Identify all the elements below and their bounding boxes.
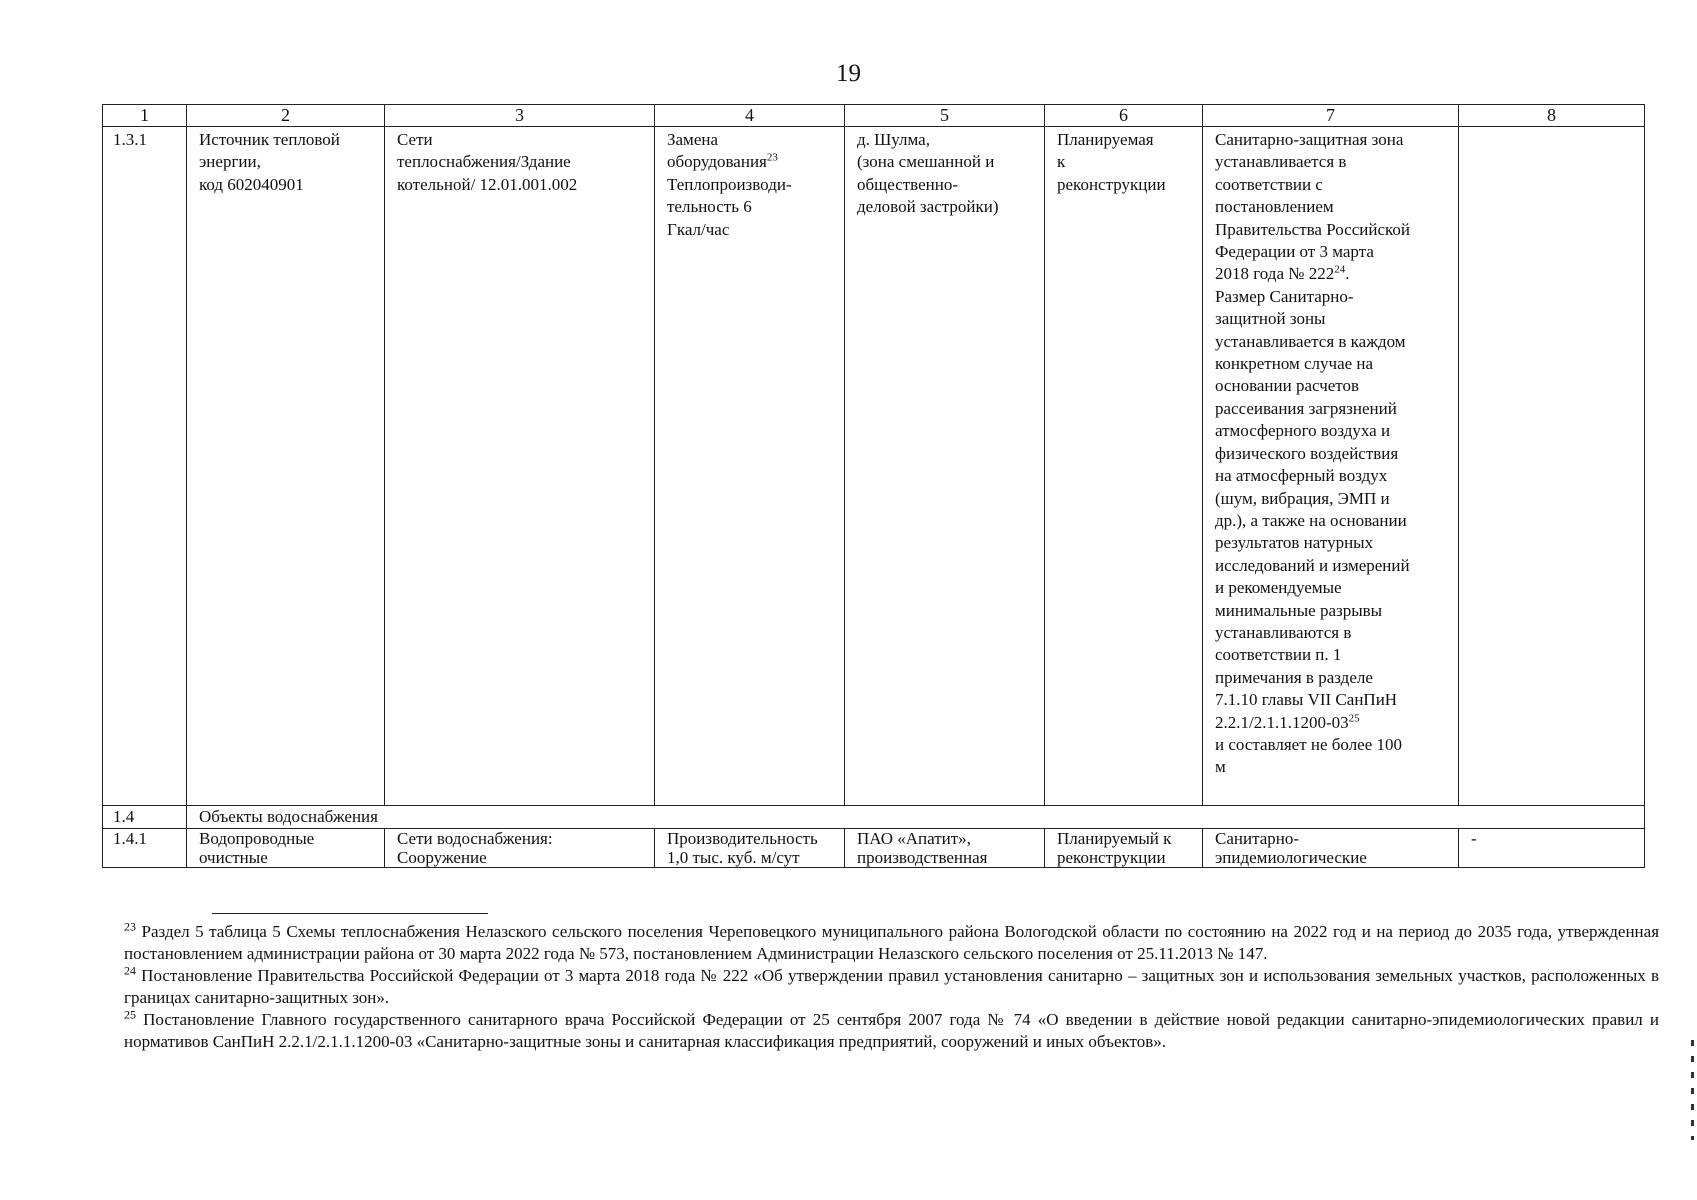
text-line: исследований и измерений	[1215, 555, 1410, 575]
text-line: атмосферного воздуха и	[1215, 421, 1391, 441]
header-row	[103, 105, 1645, 127]
object-name-cell	[187, 127, 385, 806]
text-line: конкретном случае на	[1215, 354, 1374, 374]
row-number: 1.4	[103, 806, 187, 829]
table-row-1-4	[103, 806, 1645, 829]
text-line: код 602040901	[199, 174, 304, 194]
text-line: Производительность	[667, 829, 818, 848]
text-line: производственная	[857, 848, 988, 867]
text-line: реконструкции	[1057, 174, 1166, 194]
text-fragment: 2018 года № 222	[1215, 264, 1335, 284]
text-line: основании расчетов	[1215, 376, 1360, 396]
text-line: Водопроводные	[199, 829, 315, 848]
text-line: Сети	[397, 130, 433, 149]
text-line: 1,0 тыс. куб. м/сут	[667, 848, 800, 867]
footnote-marker: 24	[124, 963, 136, 978]
text-line: Размер Санитарно-	[1215, 286, 1354, 306]
text-line: 2018 года № $222^{24}$.	[1215, 263, 1350, 284]
header-col-1: 1	[103, 105, 187, 127]
text-line: Источник тепловой	[199, 130, 340, 149]
footnote-24	[124, 965, 1659, 1009]
text-line: Федерации от 3 марта	[1215, 242, 1374, 262]
text-line: минимальные разрывы	[1215, 600, 1383, 620]
header-col-4: 4	[655, 105, 845, 127]
footnote-text: Раздел 5 таблица 5 Схемы теплоснабжения Нелазского сельского поселения Череповецкого муниципального района Вологодской области по состоянию на 2022 год и на период до 2035 года, утвержденная постановлением администрации района от 30 марта 2022 года № 573, постановлением Администрации Нелазского сельского поселения от 25.11.2013 № 147.	[124, 922, 1660, 963]
text-line	[1215, 712, 1452, 734]
footnote-divider	[212, 913, 488, 914]
object-name-cell	[187, 829, 385, 868]
text-line: общественно-	[857, 174, 959, 194]
text-line: защитной зоны	[1215, 309, 1326, 329]
location-cell	[845, 127, 1045, 806]
footnote-ref-24[interactable]: 24	[1334, 263, 1346, 276]
location-cell	[845, 829, 1045, 868]
text-line: соответствии с	[1215, 174, 1323, 194]
text-line: соответствии п. 1	[1215, 645, 1342, 665]
text-line: (шум, вибрация, ЭМП и	[1215, 488, 1390, 508]
text-line: м	[1215, 757, 1226, 777]
protection-zone-cell	[1203, 829, 1459, 868]
footnote-ref-23[interactable]: 23	[766, 151, 778, 164]
header-col-3: 3	[385, 105, 655, 127]
text-line: котельной/ 12.01.001.002	[397, 174, 578, 194]
text-line: Теплопроизводи-	[667, 174, 792, 194]
text-line: результатов натурных	[1215, 533, 1374, 553]
object-purpose-cell	[385, 127, 655, 806]
footnotes	[124, 921, 1659, 1053]
text-line: реконструкции	[1057, 848, 1166, 867]
footnote-25	[124, 1009, 1659, 1053]
characteristics-cell	[655, 127, 845, 806]
footnote-marker: 25	[124, 1007, 136, 1022]
text-line: д. Шулма,	[857, 130, 930, 149]
text-line: Сети водоснабжения:	[397, 829, 553, 848]
text-line: Замена	[667, 130, 719, 149]
footnote-ref-25[interactable]: 25	[1348, 711, 1360, 724]
footnote-marker: 23	[124, 919, 136, 934]
text-line: Планируемый к	[1057, 829, 1172, 848]
text-line: 7.1.10 главы VII СанПиН	[1215, 690, 1398, 710]
text-line	[667, 151, 838, 173]
text-fragment: оборудования	[667, 152, 767, 172]
text-line: Санитарно-	[1215, 829, 1300, 848]
header-col-5: 5	[845, 105, 1045, 127]
header-col-2: 2	[187, 105, 385, 127]
text-line: Санитарно-защитная зона	[1215, 130, 1404, 149]
table-row-1-4-1	[103, 829, 1645, 868]
characteristics-cell	[655, 829, 845, 868]
text-line: тельность 6	[667, 197, 752, 217]
text-line: Сооружение	[397, 848, 487, 867]
text-line: примечания в разделе	[1215, 667, 1373, 687]
text-line: и составляет не более 100	[1215, 734, 1403, 754]
table-row-1-3-1	[103, 127, 1645, 806]
text-line: теплоснабжения/Здание	[397, 152, 571, 172]
footnote-text: Постановление Главного государственного санитарного врача Российской Федерации от 25 сентября 2007 года № 74 «О введении в действие новой редакции санитарно-эпидемиологических правил и нормативов СанПиН 2.2.1/2.1.1.1200-03 «Санитарно-защитные зоны и санитарная классификация предприятий, сооружений и иных объектов».	[124, 1010, 1659, 1051]
objects-table	[102, 104, 1645, 868]
text-line: деловой застройки)	[857, 197, 999, 217]
status-cell	[1045, 127, 1203, 806]
text-line: устанавливаются в	[1215, 622, 1352, 642]
text-line: на атмосферный воздух	[1215, 466, 1388, 486]
row-number: 1.4.1	[103, 829, 187, 868]
text-line: устанавливается в каждом	[1215, 331, 1406, 351]
text-line: рассеивания загрязнений	[1215, 398, 1397, 418]
protection-zone-cell	[1203, 127, 1459, 806]
text-line: энергии,	[199, 152, 261, 172]
header-col-8: 8	[1459, 105, 1645, 127]
header-col-7: 7	[1203, 105, 1459, 127]
text-line: постановлением	[1215, 197, 1334, 217]
footnote-text: Постановление Правительства Российской Федерации от 3 марта 2018 года № 222 «Об утверждении правил установления санитарно – защитных зон и использования земельных участков, расположенных в границах санитарно-защитных зон».	[124, 966, 1660, 1007]
text-line: Правительства Российской	[1215, 219, 1411, 239]
row-number: 1.3.1	[103, 127, 187, 806]
text-line: физического воздействия	[1215, 443, 1399, 463]
text-line: к	[1057, 152, 1066, 172]
text-fragment: 2.2.1/2.1.1.1200-03	[1215, 712, 1349, 732]
text-line: ПАО «Апатит»,	[857, 829, 971, 848]
text-line: эпидемиологические	[1215, 848, 1367, 867]
text-line: Гкал/час	[667, 219, 730, 239]
text-line: и рекомендуемые	[1215, 578, 1342, 598]
section-title: Объекты водоснабжения	[187, 806, 1645, 829]
text-line: Планируемая	[1057, 130, 1154, 149]
notes-cell: -	[1459, 829, 1645, 868]
text-line: устанавливается в	[1215, 152, 1347, 172]
text-line: очистные	[199, 848, 268, 867]
notes-cell	[1459, 127, 1645, 806]
text-line: др.), а также на основании	[1215, 510, 1407, 530]
header-col-6: 6	[1045, 105, 1203, 127]
scan-edge-marks	[1691, 1040, 1694, 1140]
text-line: (зона смешанной и	[857, 152, 995, 172]
footnote-23	[124, 921, 1659, 965]
status-cell	[1045, 829, 1203, 868]
object-purpose-cell	[385, 829, 655, 868]
page-number: 19	[836, 60, 861, 87]
